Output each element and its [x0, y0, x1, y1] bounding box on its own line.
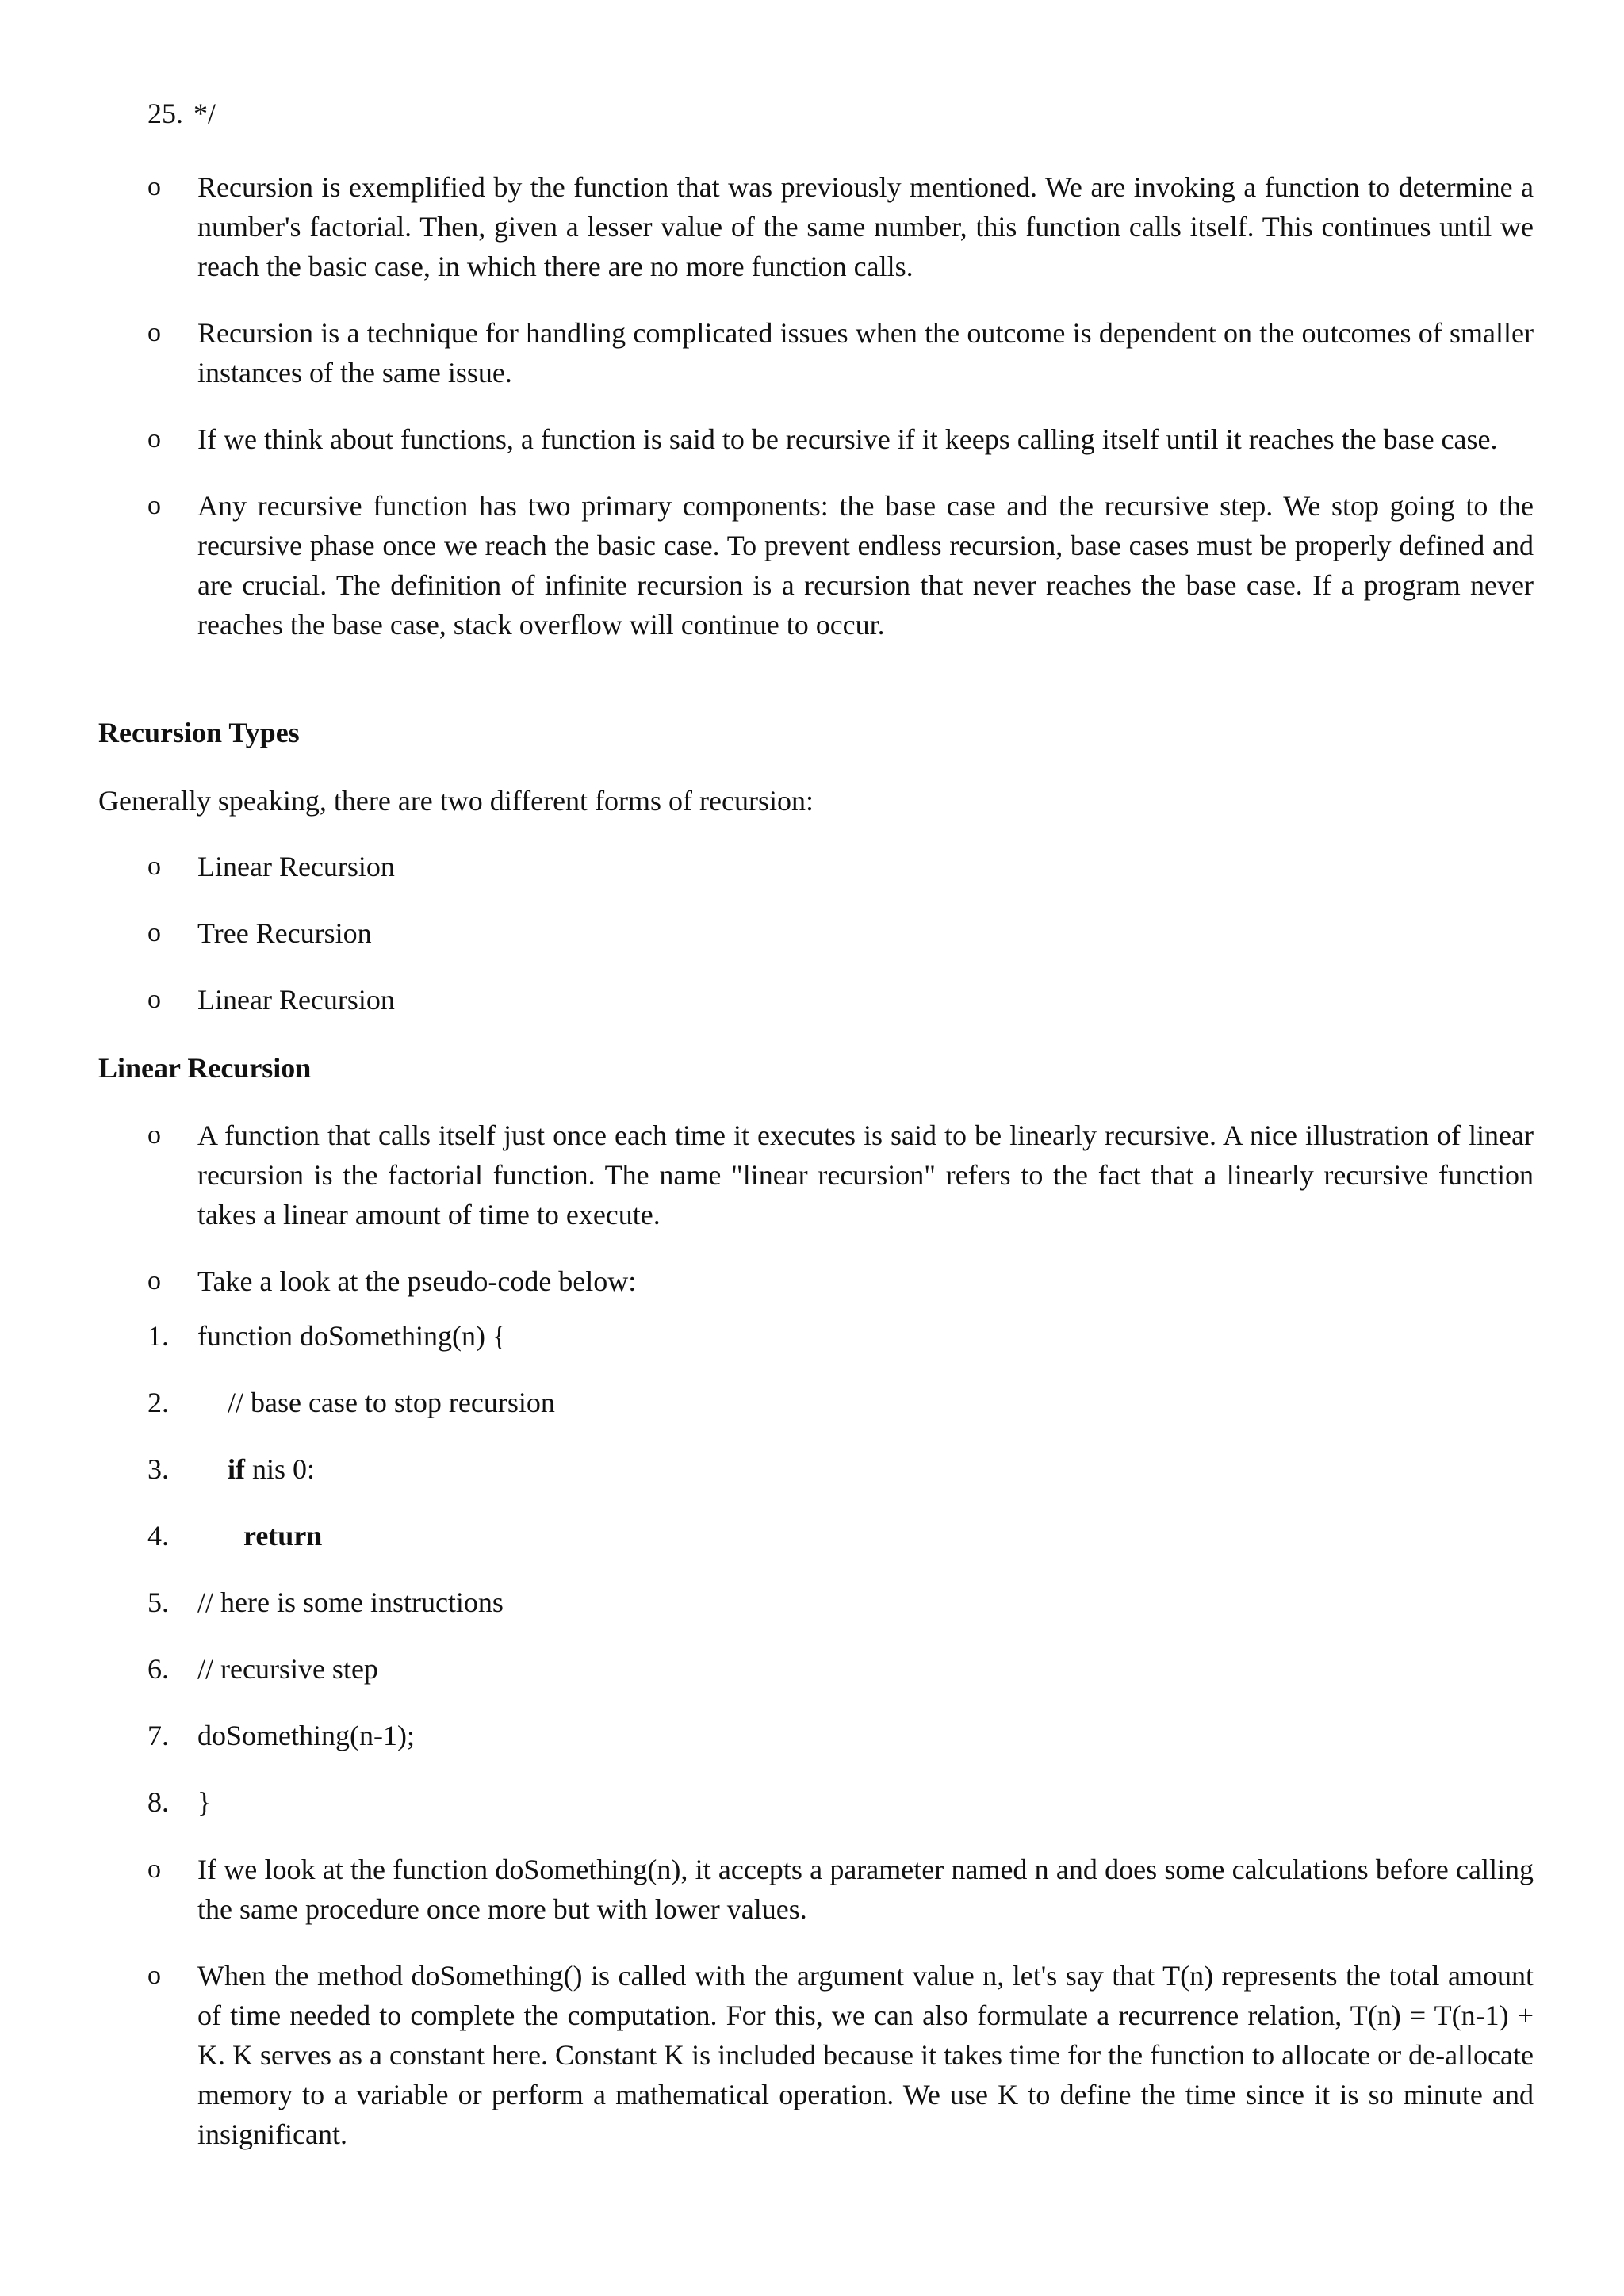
list-item [147, 980, 1534, 1020]
code-line-number: 6. [147, 1653, 169, 1685]
list-item [147, 1850, 1534, 1929]
bullet-text: When the method doSomething() is called with the argument value n, let's say that T(n) represents the total amount of time needed to complete the computation. For this, we can also formulate a recurrence relation, T(n) = T(n-1) + K. K serves as a constant here. Constant K is included because it takes time for the function to allocate or de-allocate memory to a variable or perform a mathematical operation. We use K to define the time since it is so minute and insignificant. [197, 1960, 1534, 2150]
intro-bullet-list [147, 167, 1534, 672]
bullet-marker: o [147, 1961, 161, 1990]
code-line-text: // base case to stop recursion [228, 1387, 555, 1418]
list-item [147, 1261, 1534, 1301]
bullet-marker: o [147, 985, 161, 1014]
code-line-number: 1. [147, 1320, 169, 1352]
bullet-marker: o [147, 1266, 161, 1295]
code-line-number: 3. [147, 1453, 169, 1485]
code-line-text: */ [193, 98, 216, 129]
code-line-text: // recursive step [197, 1653, 378, 1685]
code-line [147, 1716, 1534, 1755]
linear-recursion-after-list [147, 1850, 1534, 2181]
code-line [147, 1782, 1534, 1822]
list-item [147, 847, 1534, 886]
code-line-text: } [197, 1786, 212, 1818]
bullet-marker: o [147, 1854, 161, 1884]
list-item [147, 913, 1534, 953]
code-line [147, 1582, 1534, 1622]
bullet-text: Any recursive function has two primary components: the base case and the recursive step. We stop going to the recursive phase once we reach the basic case. To prevent endless recursion, base cases must be properly defined and are crucial. The definition of infinite recursion is a recursion that never reaches the base case. If a program never reaches the base case, stack overflow will continue to occur. [197, 490, 1534, 641]
code-line-text: function doSomething(n) { [197, 1320, 507, 1352]
bullet-text: Recursion is a technique for handling complicated issues when the outcome is dependent on the outcomes of smaller instances of the same issue. [197, 317, 1534, 388]
bullet-text: Recursion is exemplified by the function that was previously mentioned. We are invoking a function to determine a number's factorial. Then, given a lesser value of the same number, this function calls itself. This continues until we reach the basic case, in which there are no more function calls. [197, 171, 1534, 282]
bullet-text: Tree Recursion [197, 917, 372, 949]
code-line-text: // here is some instructions [197, 1586, 504, 1618]
bullet-marker: o [147, 491, 161, 520]
bullet-text: If we think about functions, a function is said to be recursive if it keeps calling itself until it reaches the base case. [197, 423, 1498, 455]
code-keyword: return [243, 1520, 323, 1552]
bullet-marker: o [147, 851, 161, 881]
bullet-text: Take a look at the pseudo-code below: [197, 1265, 637, 1297]
code-line [147, 1383, 1534, 1422]
section-heading-linear-recursion: Linear Recursion [98, 1052, 312, 1084]
list-item [147, 486, 1534, 645]
code-line [147, 1649, 1534, 1689]
code-line-number: 4. [147, 1520, 169, 1552]
code-line [147, 1516, 1534, 1556]
bullet-marker: o [147, 918, 161, 947]
bullet-marker: o [147, 172, 161, 201]
bullet-text: Linear Recursion [197, 851, 395, 882]
code-line [147, 1449, 1534, 1489]
bullet-marker: o [147, 424, 161, 453]
linear-recursion-bullet-list [147, 1115, 1534, 1328]
bullet-text: Linear Recursion [197, 984, 395, 1016]
code-line-text: doSomething(n-1); [197, 1720, 415, 1751]
code-keyword: if [228, 1453, 245, 1485]
pseudo-code-block [147, 1316, 1534, 1849]
bullet-marker: o [147, 1120, 161, 1150]
code-line-25 [147, 94, 216, 133]
bullet-marker: o [147, 318, 161, 347]
code-line-number: 2. [147, 1387, 169, 1418]
list-item [147, 419, 1534, 459]
bullet-text: If we look at the function doSomething(n), it accepts a parameter named n and does some calculations before calling the same procedure once more but with lower values. [197, 1854, 1534, 1925]
code-line-number: 7. [147, 1720, 169, 1751]
code-line-number: 8. [147, 1786, 169, 1818]
code-line-text: nis 0: [245, 1453, 316, 1485]
list-item [147, 313, 1534, 392]
code-line [147, 1316, 1534, 1356]
list-item [147, 1115, 1534, 1234]
section-heading-recursion-types: Recursion Types [98, 717, 300, 748]
code-line-number: 5. [147, 1586, 169, 1618]
list-item [147, 167, 1534, 286]
recursion-types-list [147, 847, 1534, 1047]
code-line-number: 25. [147, 98, 183, 129]
list-item [147, 1956, 1534, 2154]
recursion-types-intro: Generally speaking, there are two different forms of recursion: [98, 785, 814, 817]
bullet-text: A function that calls itself just once each time it executes is said to be linearly recursive. A nice illustration of linear recursion is the factorial function. The name "linear recursion" refers to the fact that a linearly recursive function takes a linear amount of time to execute. [197, 1119, 1534, 1230]
